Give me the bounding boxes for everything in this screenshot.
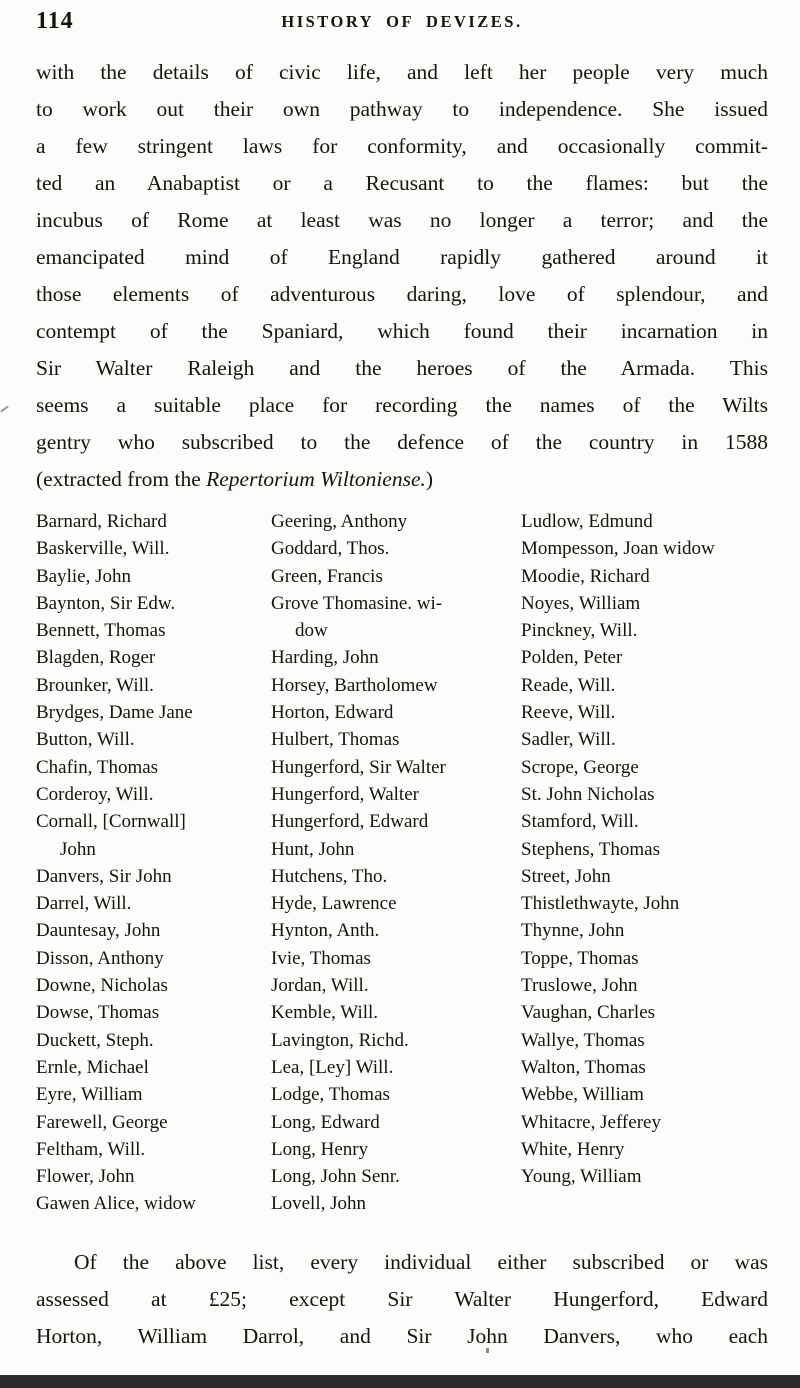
list-entry: Mompesson, Joan widow xyxy=(521,538,715,560)
list-entry: Horsey, Bartholomew xyxy=(271,674,438,696)
list-entry: Grove Thomasine. wi- xyxy=(271,592,443,614)
list-entry: Ernle, Michael xyxy=(36,1056,149,1078)
list-entry: Disson, Anthony xyxy=(36,947,164,969)
list-entry: Noyes, William xyxy=(521,592,641,614)
list-entry: Baskerville, Will. xyxy=(36,538,170,560)
list-entry: Farewell, George xyxy=(36,1111,168,1133)
text-line: incubus of Rome at least was no longer a terror; and the xyxy=(36,208,768,232)
list-entry: Jordan, Will. xyxy=(271,975,369,997)
page-number: 114 xyxy=(36,8,74,34)
text-line: seems a suitable place for recording the names of the Wilts xyxy=(36,393,768,417)
list-entry: Corderoy, Will. xyxy=(36,783,154,805)
list-entry: Ludlow, Edmund xyxy=(521,511,653,532)
text-line: to work out their own pathway to independence. She issued xyxy=(36,97,768,121)
list-entry: Hulbert, Thomas xyxy=(271,729,400,751)
list-entry: Cornall, [Cornwall] xyxy=(36,811,186,833)
list-entry: Scrope, George xyxy=(521,756,639,778)
list-entry: Sadler, Will. xyxy=(521,729,616,751)
list-entry: Baylie, John xyxy=(36,565,131,587)
list-entry: Green, Francis xyxy=(271,565,383,587)
list-entry: Kemble, Will. xyxy=(271,1002,379,1024)
text-segment: (extracted from the xyxy=(36,467,207,491)
list-entry: Blagden, Roger xyxy=(36,647,156,669)
text-line: Sir Walter Raleigh and the heroes of the Armada. This xyxy=(36,356,768,380)
list-entry: Street, John xyxy=(521,865,611,887)
list-entry: Gawen Alice, widow xyxy=(36,1193,196,1215)
subscriber-list xyxy=(36,508,768,1218)
list-entry: Eyre, William xyxy=(36,1084,143,1106)
text-line: Of the above list, every individual either subscribed or was xyxy=(74,1249,768,1274)
text-line: assessed at £25; except Sir Walter Hungerford, Edward xyxy=(36,1286,768,1311)
list-entry: Moodie, Richard xyxy=(521,565,650,587)
list-entry: Brydges, Dame Jane xyxy=(36,702,193,724)
list-entry: Duckett, Steph. xyxy=(36,1029,154,1051)
list-entry: Lavington, Richd. xyxy=(271,1029,409,1051)
list-entry: Stephens, Thomas xyxy=(521,838,660,860)
list-column xyxy=(271,508,521,1218)
list-entry: Chafin, Thomas xyxy=(36,756,159,778)
list-entry: Thynne, John xyxy=(521,920,625,942)
text-segment: Repertorium Wiltoniense. xyxy=(206,467,426,491)
list-entry: Goddard, Thos. xyxy=(271,538,390,560)
list-entry: Truslowe, John xyxy=(521,975,638,997)
list-entry: Polden, Peter xyxy=(521,647,623,669)
list-entry: Darrel, Will. xyxy=(36,893,132,915)
list-entry: Hunt, John xyxy=(271,838,355,860)
list-entry: Bennett, Thomas xyxy=(36,620,166,642)
scan-speck xyxy=(486,1348,489,1353)
list-entry: Dauntesay, John xyxy=(36,920,161,942)
list-entry: Reeve, Will. xyxy=(521,702,616,724)
text-line: emancipated mind of England rapidly gathered around it xyxy=(36,245,768,269)
list-entry: Hynton, Anth. xyxy=(271,920,380,942)
list-column xyxy=(36,508,271,1218)
list-entry: Hungerford, Edward xyxy=(271,811,429,833)
text-line: those elements of adventurous daring, love of splendour, and xyxy=(36,282,768,306)
list-entry: Horton, Edward xyxy=(271,702,394,724)
list-entry: Hyde, Lawrence xyxy=(271,893,397,915)
scan-margin-mark xyxy=(0,406,9,413)
list-entry: Dowse, Thomas xyxy=(36,1002,160,1024)
list-entry: Long, John Senr. xyxy=(271,1166,400,1188)
text-line: ted an Anabaptist or a Recusant to the flames: but the xyxy=(36,171,768,195)
list-entry: Wallye, Thomas xyxy=(521,1029,645,1051)
list-entry: Webbe, William xyxy=(521,1084,644,1106)
text-line: contempt of the Spaniard, which found their incarnation in xyxy=(36,319,768,343)
list-entry: Brounker, Will. xyxy=(36,674,154,696)
list-entry: Hungerford, Sir Walter xyxy=(271,756,446,778)
list-entry: Button, Will. xyxy=(36,729,135,751)
list-entry: Feltham, Will. xyxy=(36,1138,146,1160)
list-entry: Harding, John xyxy=(271,647,379,669)
list-entry: Reade, Will. xyxy=(521,674,616,696)
list-entry: Lea, [Ley] Will. xyxy=(271,1056,394,1078)
list-entry: Long, Henry xyxy=(271,1138,369,1160)
list-entry: Hutchens, Tho. xyxy=(271,865,388,887)
list-column xyxy=(521,508,768,1218)
list-entry: Lodge, Thomas xyxy=(271,1084,390,1106)
text-line: with the details of civic life, and left her people very much xyxy=(36,60,768,84)
list-entry: White, Henry xyxy=(521,1138,625,1160)
list-entry: Long, Edward xyxy=(271,1111,380,1133)
list-entry: Whitacre, Jefferey xyxy=(521,1111,661,1133)
text-line: a few stringent laws for conformity, and occasionally commit- xyxy=(36,134,768,158)
text-line: gentry who subscribed to the defence of the country in 1588 xyxy=(36,430,768,454)
list-entry: Young, William xyxy=(521,1166,642,1188)
list-entry: Toppe, Thomas xyxy=(521,947,639,969)
intro-paragraph xyxy=(36,54,768,498)
list-entry: dow xyxy=(295,620,328,642)
list-entry: Baynton, Sir Edw. xyxy=(36,592,176,614)
list-entry: Flower, John xyxy=(36,1166,135,1188)
list-entry: Walton, Thomas xyxy=(521,1056,646,1078)
list-entry: Geering, Anthony xyxy=(271,511,408,532)
list-entry: Barnard, Richard xyxy=(36,511,167,532)
running-header: HISTORY OF DEVIZES. xyxy=(281,12,523,31)
list-entry: Thistlethwayte, John xyxy=(521,893,680,915)
list-entry: Danvers, Sir John xyxy=(36,865,172,887)
list-entry: Vaughan, Charles xyxy=(521,1002,656,1024)
list-entry: Hungerford, Walter xyxy=(271,783,419,805)
list-entry: Pinckney, Will. xyxy=(521,620,638,642)
scan-edge-artifact xyxy=(0,1375,800,1388)
list-entry: Ivie, Thomas xyxy=(271,947,371,969)
list-entry: Lovell, John xyxy=(271,1193,366,1215)
text-line-italic-source xyxy=(36,461,768,498)
list-entry: Downe, Nicholas xyxy=(36,975,168,997)
closing-paragraph xyxy=(36,1244,768,1355)
page-header xyxy=(36,8,768,40)
text-segment: ) xyxy=(425,467,434,491)
list-entry: Stamford, Will. xyxy=(521,811,639,833)
list-entry: St. John Nicholas xyxy=(521,783,655,805)
text-line: Horton, William Darrol, and Sir John Danvers, who each xyxy=(36,1323,768,1348)
list-entry: John xyxy=(60,838,96,860)
